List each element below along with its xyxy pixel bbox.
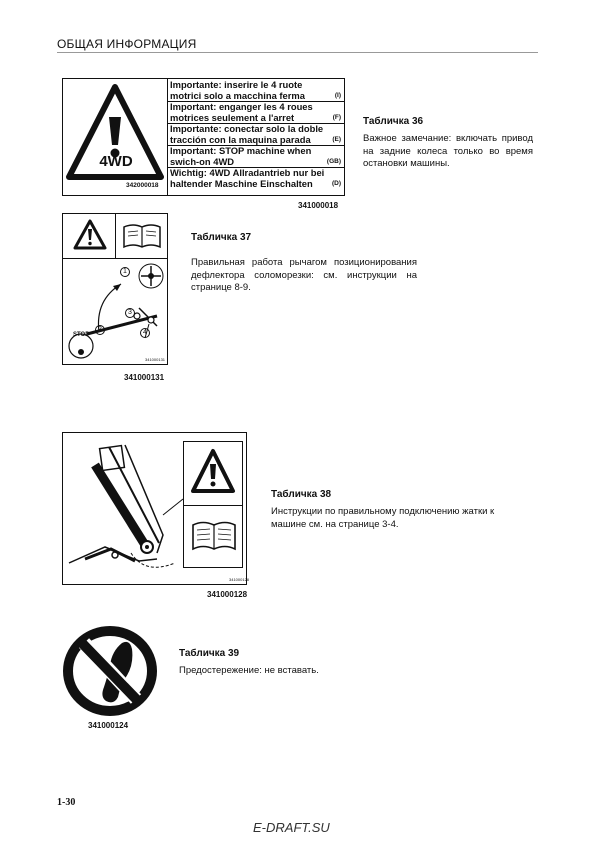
callout-2: 2 — [95, 325, 105, 335]
stop-label: STOP — [73, 332, 90, 338]
sign-text-panel — [167, 79, 345, 195]
sign-line-text: haltender Maschine Einschalten — [170, 177, 313, 189]
sign-line-language: (GB) — [326, 157, 341, 165]
sign-line-text: motrices seulement a l'arret — [170, 111, 295, 123]
warning-triangle-icon — [65, 81, 165, 191]
plate38-text: Инструкции по правильному подключению жатки к машине см. на странице 3-4. — [271, 506, 495, 530]
callout-3: 3 — [125, 308, 135, 318]
watermark-text: E-DRAFT.SU — [253, 820, 330, 835]
plate39-title: Табличка 39 — [179, 648, 240, 659]
sign-text-line — [168, 157, 345, 168]
plate39-text: Предостережение: не вставать. — [179, 665, 319, 676]
plate37-top-divider — [115, 214, 116, 258]
sign-line-text: Importante: inserire le 4 ruote — [170, 79, 303, 90]
book-icon — [122, 221, 162, 251]
sign-badge-4wd: 4WD — [99, 153, 133, 170]
plate38-title: Табличка 38 — [271, 489, 332, 500]
plate36-title: Табличка 36 — [363, 116, 424, 127]
plate38-sign — [62, 432, 250, 585]
sign-text-line — [168, 91, 345, 102]
sign-text-line — [168, 135, 345, 146]
plate37-sign — [62, 213, 168, 365]
sign-text-line — [168, 113, 345, 124]
plate37-code: 341000131 — [124, 373, 165, 382]
plate37-text: Правильная работа рычагом позиционирования дефлектора соломорезки: см. инструкции на странице 8-9. — [191, 257, 417, 293]
sign-line-language: (F) — [332, 113, 341, 121]
sign-text-lines — [168, 79, 345, 189]
plate36-code: 341000018 — [298, 201, 339, 210]
sign-code-small: 342000018 — [126, 182, 159, 189]
plate37-title: Табличка 37 — [191, 232, 252, 243]
sign-line-text: motrici solo a macchina ferma — [170, 89, 305, 101]
sign-line-language: (E) — [332, 135, 341, 143]
warning-triangle-icon — [73, 218, 107, 252]
sign-line-text: tracción con la maquina parada — [170, 133, 311, 145]
lever-diagram — [65, 260, 167, 364]
sign-line-text: Wichtig: 4WD Allradantrieb nur bei — [170, 167, 325, 178]
callout-4: 4 — [140, 328, 150, 338]
sign-line-text: Important: enganger les 4 roues — [170, 101, 313, 112]
sign-line-language: (I) — [334, 91, 341, 99]
sign-line-text: Important: STOP machine when — [170, 145, 312, 156]
header-rule — [57, 52, 538, 53]
plate38-small-code: 341000128 — [229, 577, 250, 582]
page-number: 1-30 — [57, 797, 76, 808]
plate36-text: Важное замечание: включать привод на задние колеса только во время остановки машины. — [363, 133, 533, 169]
warning-triangle-icon — [190, 447, 236, 499]
callout-1: 1 — [120, 267, 130, 277]
plate39-code: 341000124 — [88, 721, 129, 730]
plate36-sign — [62, 78, 345, 196]
plate38-code: 341000128 — [207, 590, 248, 599]
plate38-icon-divider — [183, 505, 243, 506]
sign-line-language: (D) — [331, 179, 341, 187]
no-stepping-icon — [62, 625, 158, 717]
plate37-small-code: 341000131 — [145, 357, 166, 362]
sign-line-text: Importante: conectar solo la doble — [170, 123, 324, 134]
sign-text-line — [168, 179, 345, 190]
page-header-title: ОБЩАЯ ИНФОРМАЦИЯ — [57, 37, 197, 51]
book-icon — [191, 517, 237, 553]
header-attachment-diagram — [65, 435, 185, 583]
sign-line-text: swich-on 4WD — [170, 155, 235, 167]
